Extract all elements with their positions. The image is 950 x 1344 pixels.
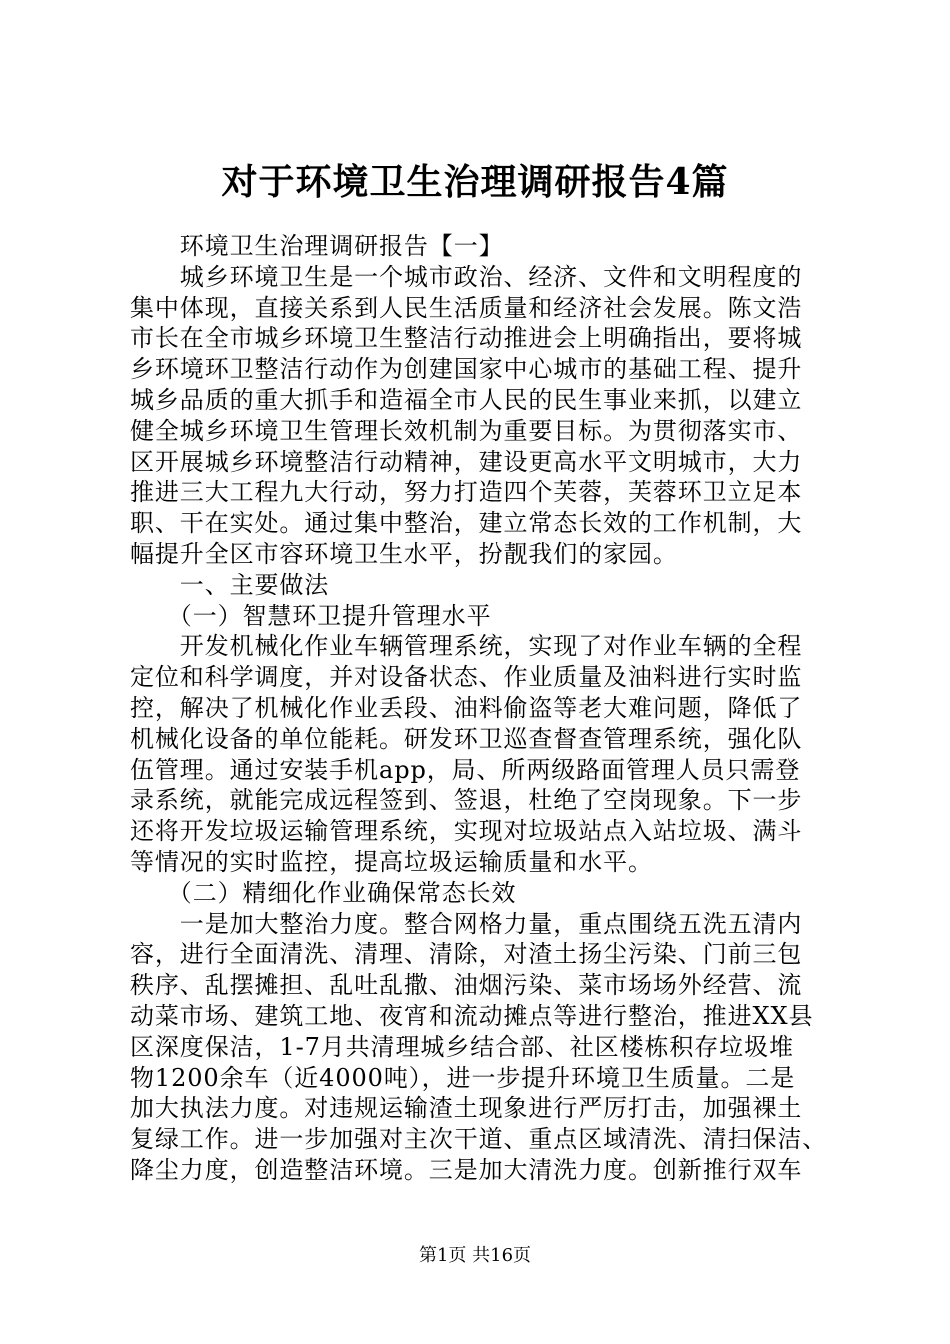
body-line: 秩序、乱摆摊担、乱吐乱撒、油烟污染、菜市场场外经营、流 bbox=[130, 971, 803, 1000]
body-line: 城乡环境卫生是一个城市政治、经济、文件和文明程度的 bbox=[130, 262, 803, 291]
body-line: 环境卫生治理调研报告【一】 bbox=[130, 232, 504, 260]
body-line: 还将开发垃圾运输管理系统，实现对垃圾站点入站垃圾、满斗 bbox=[130, 817, 803, 846]
body-line: 容，进行全面清洗、清理、清除，对渣土扬尘污染、门前三包 bbox=[130, 940, 803, 969]
body-line: 乡环境环卫整洁行动作为创建国家中心城市的基础工程、提升 bbox=[130, 355, 803, 384]
body-line: 推进三大工程九大行动，努力打造四个芙蓉，芙蓉环卫立足本 bbox=[130, 478, 803, 507]
body-line: 一是加大整治力度。整合网格力量，重点围绕五洗五清内 bbox=[130, 909, 803, 938]
section-heading: 一、主要做法 bbox=[130, 570, 330, 599]
body-line: 动菜市场、建筑工地、夜宵和流动摊点等进行整治，推进XX县 bbox=[130, 1001, 814, 1030]
body-line: 伍管理。通过安装手机app，局、所两级路面管理人员只需登 bbox=[130, 755, 801, 784]
page-number-footer: 第1页 共16页 bbox=[418, 1245, 532, 1266]
subsection-heading: （二）精细化作业确保常态长效 bbox=[130, 878, 517, 907]
document-title: 对于环境卫生治理调研报告4篇 bbox=[221, 161, 729, 203]
body-line: 降尘力度，创造整洁环境。三是加大清洗力度。创新推行双车 bbox=[130, 1155, 803, 1184]
body-line: 市长在全市城乡环境卫生整洁行动推进会上明确指出，要将城 bbox=[130, 324, 803, 353]
body-line: 健全城乡环境卫生管理长效机制为重要目标。为贯彻落实市、 bbox=[130, 416, 803, 445]
body-line: 机械化设备的单位能耗。研发环卫巡查督查管理系统，强化队 bbox=[130, 724, 803, 753]
body-line: 加大执法力度。对违规运输渣土现象进行严厉打击，加强裸土 bbox=[130, 1094, 803, 1123]
body-line: 开发机械化作业车辆管理系统，实现了对作业车辆的全程 bbox=[130, 632, 803, 661]
body-line: 等情况的实时监控，提高垃圾运输质量和水平。 bbox=[130, 847, 653, 876]
body-line: 城乡品质的重大抓手和造福全市人民的民生事业来抓，以建立 bbox=[130, 385, 803, 414]
body-line: 复绿工作。进一步加强对主次干道、重点区域清洗、清扫保洁、 bbox=[130, 1125, 828, 1154]
body-line: 集中体现，直接关系到人民生活质量和经济社会发展。陈文浩 bbox=[130, 293, 803, 322]
body-line: 幅提升全区市容环境卫生水平，扮靓我们的家园。 bbox=[130, 539, 678, 568]
body-line: 物1200余车（近4000吨），进一步提升环境卫生质量。二是 bbox=[130, 1063, 796, 1092]
body-line: 定位和科学调度，并对设备状态、作业质量及油料进行实时监 bbox=[130, 663, 803, 692]
body-line: 区开展城乡环境整洁行动精神，建设更高水平文明城市，大力 bbox=[130, 447, 803, 476]
subsection-heading: （一）智慧环卫提升管理水平 bbox=[130, 601, 492, 630]
body-line: 控，解决了机械化作业丢段、油料偷盗等老大难问题，降低了 bbox=[130, 693, 803, 722]
body-line: 录系统，就能完成远程签到、签退，杜绝了空岗现象。下一步 bbox=[130, 786, 803, 815]
document-body bbox=[130, 231, 840, 1186]
body-line: 职、干在实处。通过集中整治，建立常态长效的工作机制，大 bbox=[130, 509, 803, 538]
body-line: 区深度保洁，1-7月共清理城乡结合部、社区楼栋积存垃圾堆 bbox=[130, 1032, 794, 1061]
